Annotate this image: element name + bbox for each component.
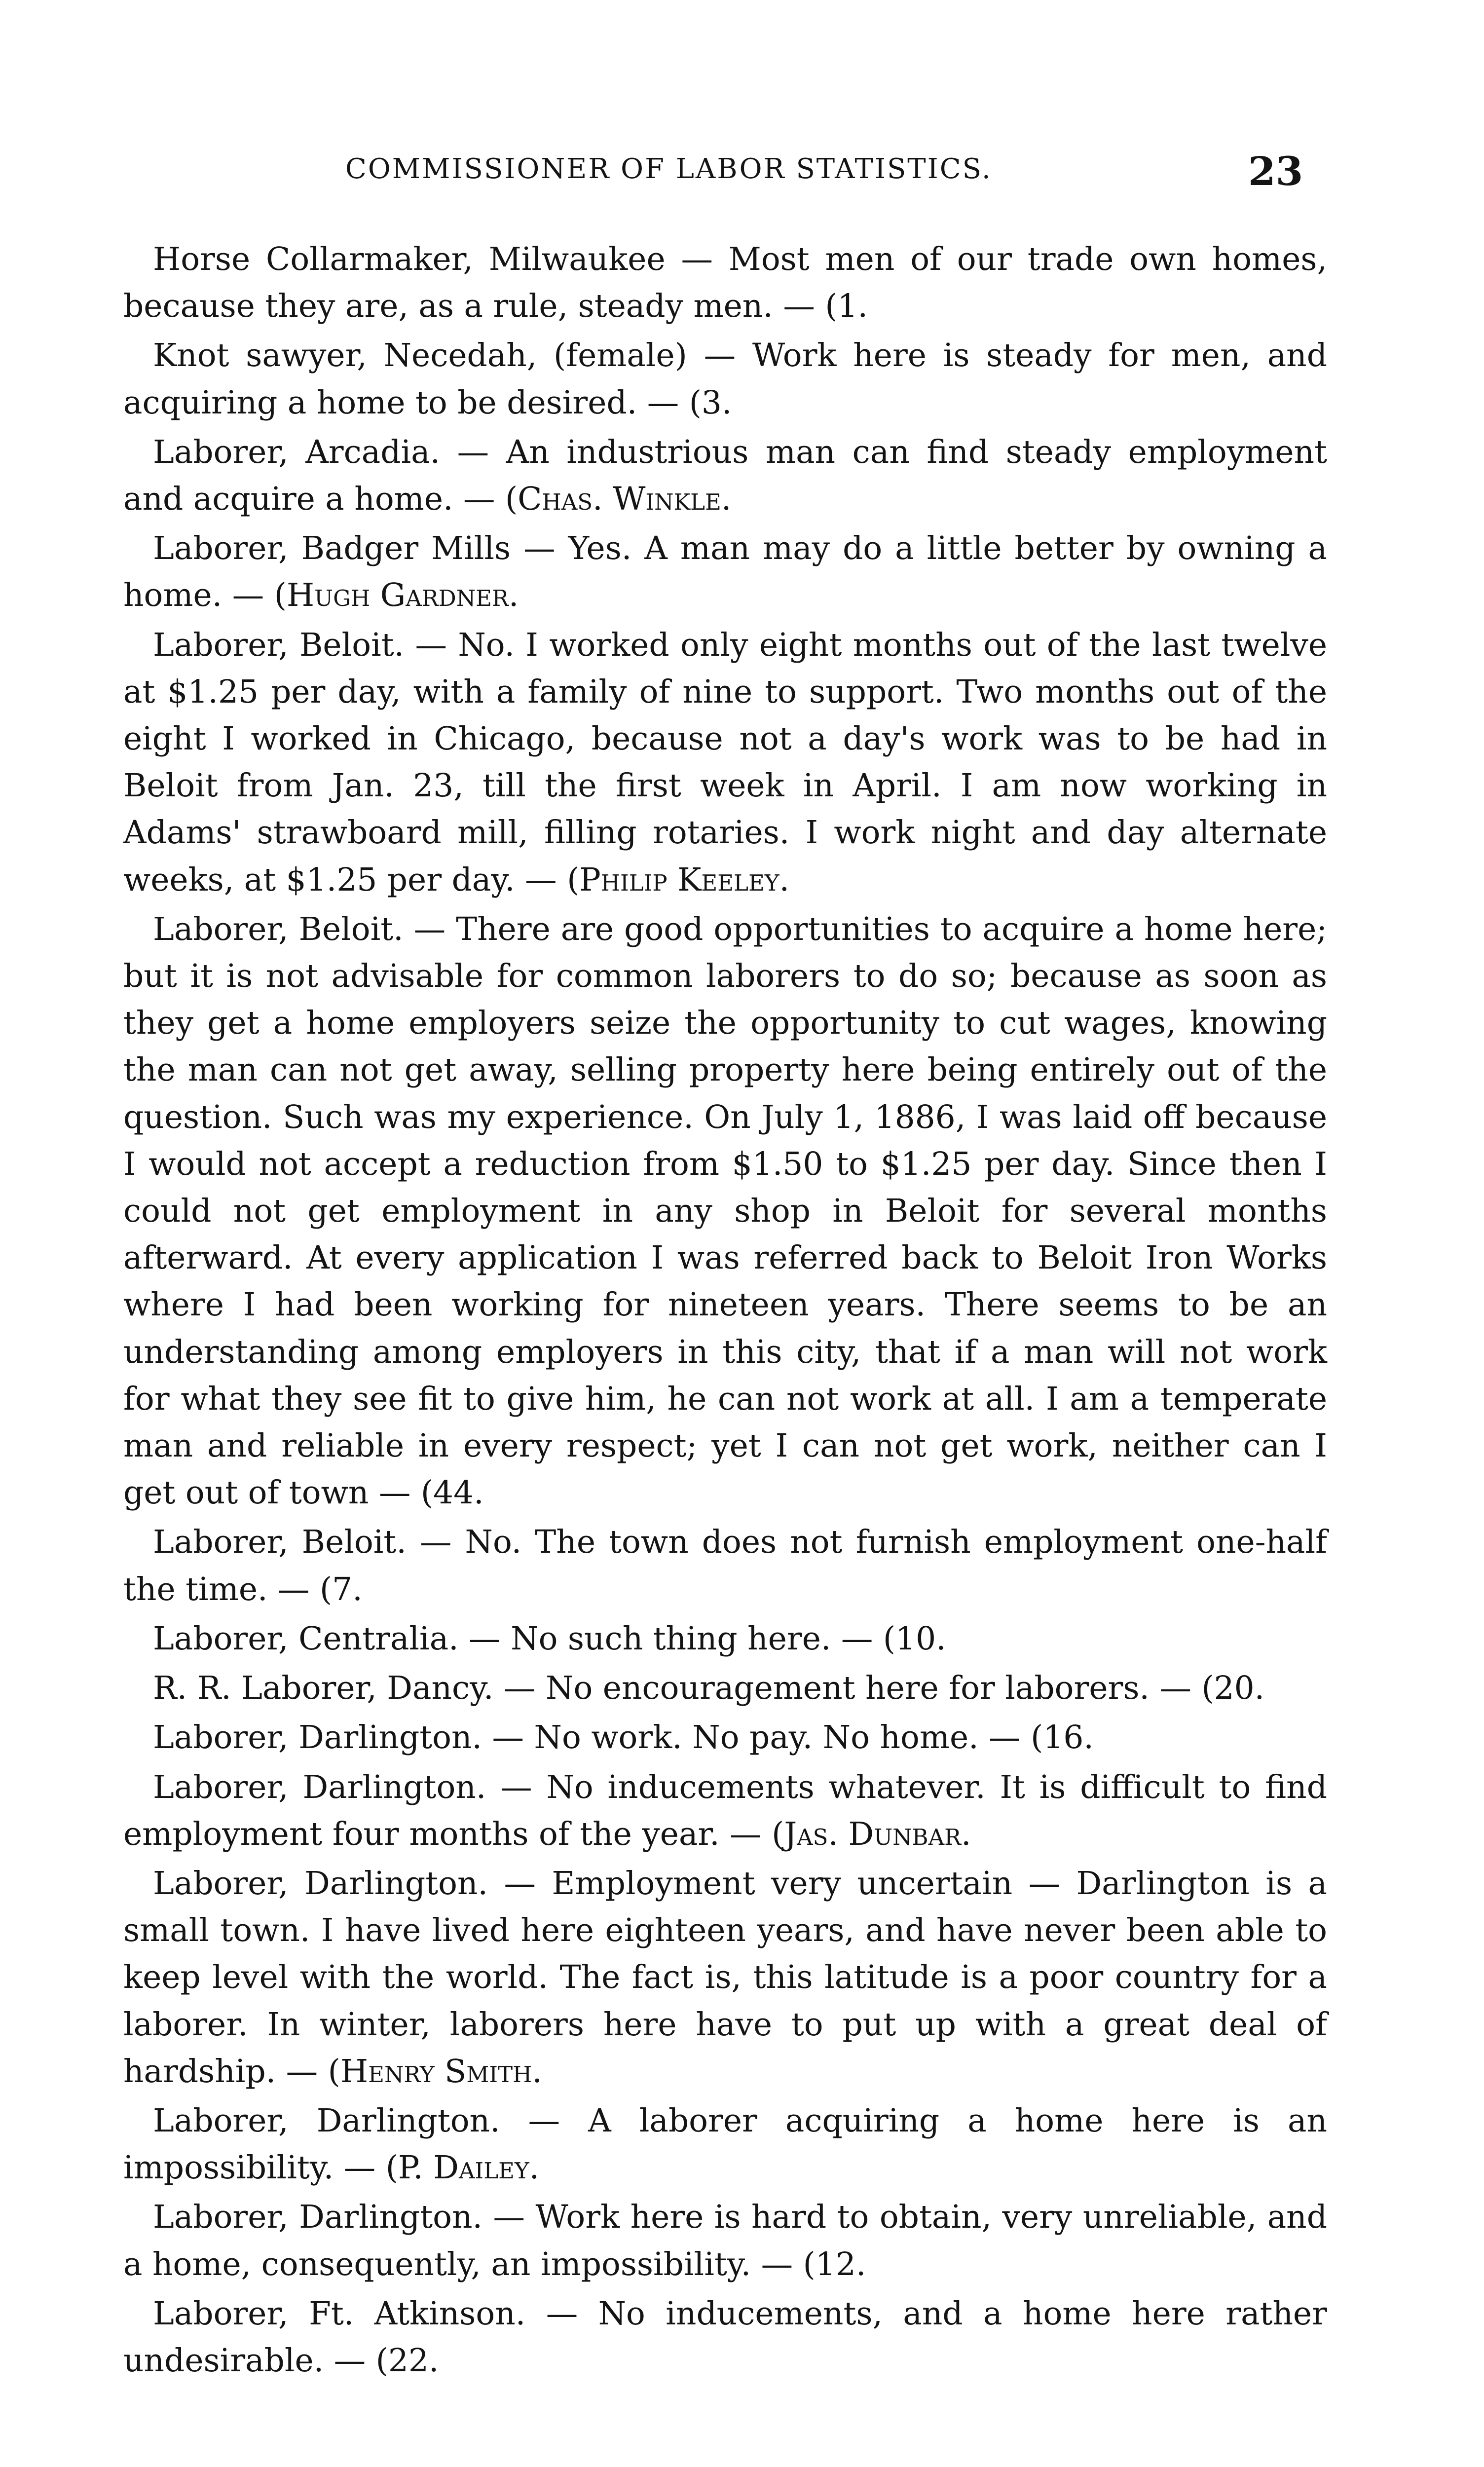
entry-text: Laborer, Beloit. — No. I worked only eight months out of the last twelve at $1.25 per day, with a family of nine to support. Two months out of the eight I worked in Chicago, because not a day's work was to be had in Beloit from Jan. 23, till the first week in April. I am now working in Adams' strawboard mill, filling rotaries. I work night and day alternate weeks, at $1.25 per day. — ( xyxy=(123,626,1327,898)
entry-6 xyxy=(123,906,1327,1517)
running-head: COMMISSIONER OF LABOR STATISTICS. xyxy=(345,153,992,185)
entry-9 xyxy=(123,1665,1327,1712)
entry-signature: P. Dailey. xyxy=(398,2149,540,2187)
entry-signature: Jas. Dunbar. xyxy=(784,1815,971,1853)
entry-14 xyxy=(123,2194,1327,2287)
entry-7 xyxy=(123,1519,1327,1612)
entry-signature: Philip Keeley. xyxy=(579,861,790,898)
entry-text: Laborer, Darlington. — A laborer acquiring a home here is an impossibility. — ( xyxy=(123,2102,1327,2187)
entry-5 xyxy=(123,622,1327,903)
page-header xyxy=(0,148,1484,202)
entry-1 xyxy=(123,236,1327,330)
entry-12 xyxy=(123,1860,1327,2095)
entry-text: Laborer, Darlington. — No work. No pay. No home. — (16. xyxy=(153,1719,1094,1757)
entry-text: Horse Collarmaker, Milwaukee — Most men of our trade own homes, because they are, as a rule, steady men. — (1. xyxy=(123,241,1327,325)
page-number: 23 xyxy=(1248,148,1303,194)
entry-text: Laborer, Arcadia. — An industrious man can find steady employment and acquire a home. — ( xyxy=(123,433,1327,518)
entry-text: Laborer, Beloit. — No. The town does not furnish employment one-half the time. — (7. xyxy=(123,1524,1327,1608)
entry-15 xyxy=(123,2290,1327,2384)
entry-text: Laborer, Darlington. — Employment very uncertain — Darlington is a small town. I have lived here eighteen years, and have never been able to keep level with the world. The fact is, this latitude is a poor country for a laborer. In winter, laborers here have to put up with a great deal of hardship. — ( xyxy=(123,1865,1327,2090)
entry-signature: Hugh Gardner. xyxy=(286,577,519,614)
body-text xyxy=(123,236,1327,2387)
entry-10 xyxy=(123,1714,1327,1761)
entry-signature: Chas. Winkle. xyxy=(518,481,732,518)
entry-text: Knot sawyer, Necedah, (female) — Work here is steady for men, and acquiring a home to be desired. — (3. xyxy=(123,337,1327,421)
entry-text: Laborer, Ft. Atkinson. — No inducements, and a home here rather undesirable. — (22. xyxy=(123,2295,1327,2379)
entry-3 xyxy=(123,429,1327,523)
entry-text: Laborer, Beloit. — There are good opportunities to acquire a home here; but it is not advisable for common laborers to do so; because as soon as they get a home employers seize the opportunity to cut wages, knowing the man can not get away, selling property here being entirely out of the question. Such was my experience. On July 1, 1886, I was laid off because I would not accept a reduction from $1.50 to $1.25 per day. Since then I could not get employment in any shop in Beloit for several months afterward. At every application I was referred back to Beloit Iron Works where I had been working for nineteen years. There seems to be an understanding among employers in this city, that if a man will not work for what they see fit to give him, he can not work at all. I am a temperate man and reliable in every respect; yet I can not get work, neither can I get out of town — (44. xyxy=(123,910,1327,1512)
entry-signature: Henry Smith. xyxy=(340,2053,542,2090)
entry-4 xyxy=(123,525,1327,619)
entry-text: Laborer, Darlington. — No inducements whatever. It is difficult to find employment four months of the year. — ( xyxy=(123,1768,1327,1853)
entry-text: Laborer, Darlington. — Work here is hard to obtain, very unreliable, and a home, consequently, an impossibility. — (12. xyxy=(123,2199,1327,2283)
entry-2 xyxy=(123,332,1327,426)
entry-text: Laborer, Centralia. — No such thing here. — (10. xyxy=(153,1620,946,1657)
entry-text: Laborer, Badger Mills — Yes. A man may do a little better by owning a home. — ( xyxy=(123,530,1327,614)
entry-13 xyxy=(123,2097,1327,2191)
entry-text: R. R. Laborer, Dancy. — No encouragement here for laborers. — (20. xyxy=(153,1670,1265,1707)
entry-8 xyxy=(123,1615,1327,1662)
entry-11 xyxy=(123,1764,1327,1858)
